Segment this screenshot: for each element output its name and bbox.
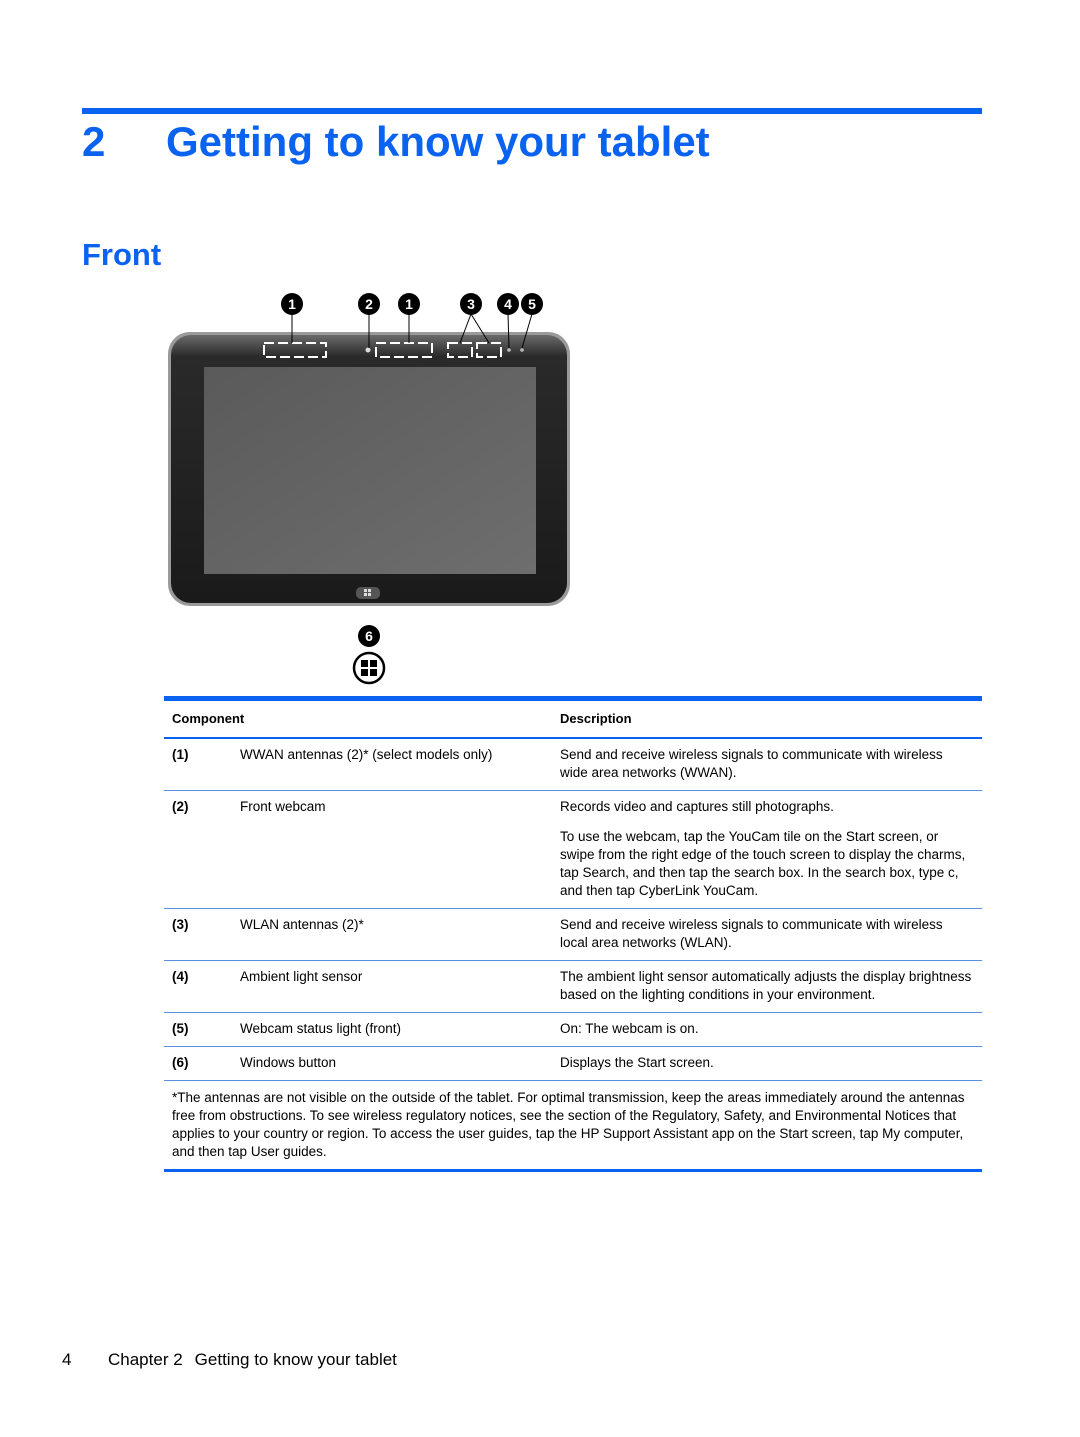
table-header xyxy=(164,701,982,739)
callout-2: 2 xyxy=(365,296,373,312)
callout-6: 6 xyxy=(365,628,373,644)
row-description-text: Displays the Start screen. xyxy=(560,1055,714,1070)
chapter-rule xyxy=(82,108,982,114)
table-footnote: *The antennas are not visible on the outside of the tablet. For optimal transmission, keep the areas immediately around the antennas free from obstructions. To see wireless regulatory notices, see the section of the Regulatory, Safety, and Environmental Notices that applies to your country or region. To access the user guides, tap the HP Support Assistant app on the Start screen, tap My computer, and then tap User guides. xyxy=(172,1090,965,1159)
row-number: (1) xyxy=(172,747,189,762)
row-description-text: Send and receive wireless signals to communicate with wireless local area networks (WLAN). xyxy=(560,917,943,950)
table-row xyxy=(164,791,982,909)
row-description xyxy=(560,1020,982,1038)
row-description-text: Records video and captures still photographs. xyxy=(560,799,834,814)
callout-1b: 1 xyxy=(405,296,413,312)
tablet-front-image xyxy=(164,288,584,688)
chapter-number: 2 xyxy=(82,118,106,165)
row-description xyxy=(560,916,982,952)
table-row xyxy=(164,961,982,1013)
tablet-front-figure xyxy=(164,288,584,688)
header-component: Component xyxy=(172,711,245,726)
row-description xyxy=(560,1054,982,1072)
component-table xyxy=(164,696,982,1172)
row-component: Ambient light sensor xyxy=(240,969,363,984)
row-number: (6) xyxy=(172,1055,189,1070)
header-description: Description xyxy=(560,711,632,726)
table-row xyxy=(164,739,982,791)
row-description-text: To use the webcam, tap the YouCam tile on the Start screen, or swipe from the right edge of the touch screen to display the charms, tap Search, and then tap the search box. In the search box, type c, and then tap CyberLink YouCam. xyxy=(560,829,966,898)
footer-chapter-title: Getting to know your tablet xyxy=(194,1350,397,1369)
row-number: (2) xyxy=(172,799,189,814)
windows-logo-icon xyxy=(354,653,384,683)
row-number: (5) xyxy=(172,1021,189,1036)
table-row xyxy=(164,1013,982,1047)
table-row xyxy=(164,909,982,961)
row-component: Webcam status light (front) xyxy=(240,1021,402,1036)
page-footer xyxy=(62,1350,397,1370)
callout-5: 5 xyxy=(528,296,536,312)
footer-chapter-label: Chapter 2 xyxy=(108,1350,183,1369)
row-description-text: On: The webcam is on. xyxy=(560,1021,699,1036)
row-component: WWAN antennas (2)* (select models only) xyxy=(240,747,493,762)
row-component: Front webcam xyxy=(240,799,326,814)
row-description xyxy=(560,968,982,1004)
callout-4: 4 xyxy=(504,296,512,312)
table-row xyxy=(164,1047,982,1081)
callout-3: 3 xyxy=(467,296,475,312)
row-number: (3) xyxy=(172,917,189,932)
row-description xyxy=(560,798,982,900)
row-description-text: Send and receive wireless signals to communicate with wireless wide area networks (WWAN). xyxy=(560,747,943,780)
row-description-text: The ambient light sensor automatically adjusts the display brightness based on the lighting conditions in your environment. xyxy=(560,969,972,1002)
row-number: (4) xyxy=(172,969,189,984)
row-component: Windows button xyxy=(240,1055,337,1070)
callout-1a: 1 xyxy=(288,296,296,312)
table-bottom-rule xyxy=(164,1169,982,1172)
row-component: WLAN antennas (2)* xyxy=(240,917,364,932)
page-number: 4 xyxy=(62,1350,72,1369)
section-title: Front xyxy=(82,237,162,272)
chapter-title: Getting to know your tablet xyxy=(166,118,710,165)
chapter-heading xyxy=(82,118,710,166)
row-description xyxy=(560,746,982,782)
